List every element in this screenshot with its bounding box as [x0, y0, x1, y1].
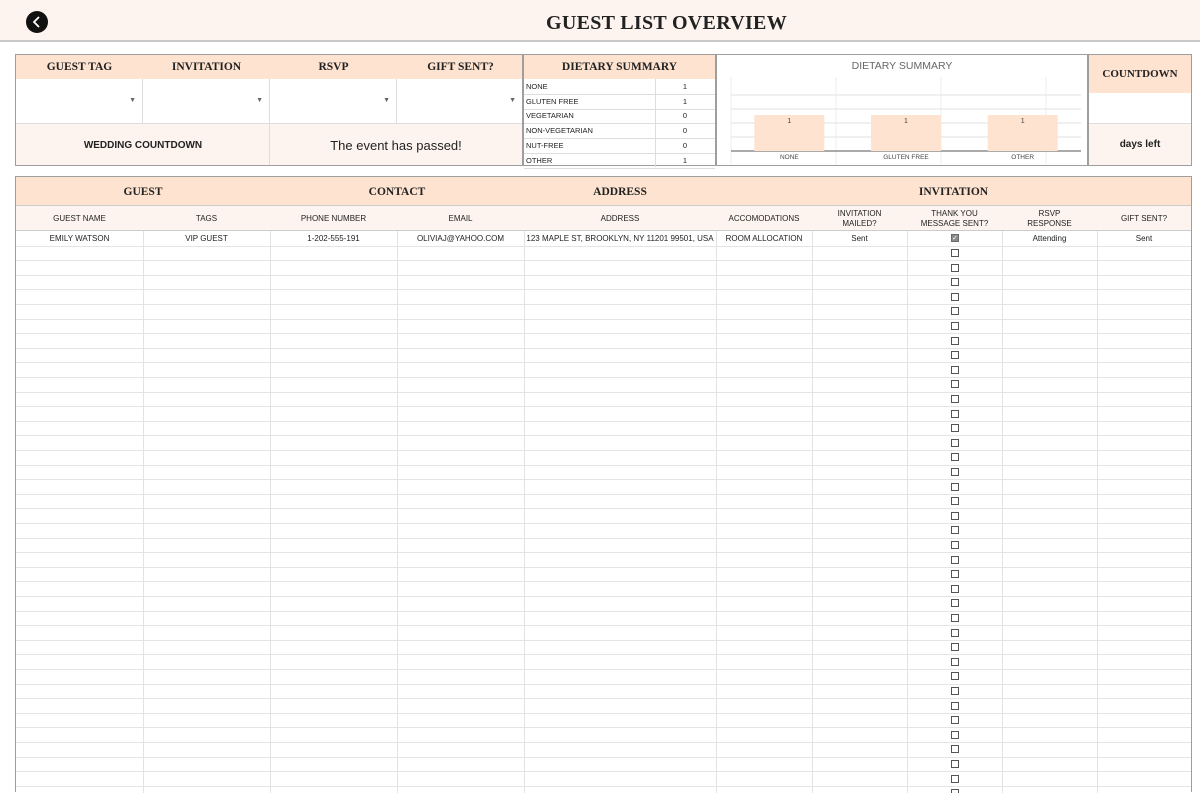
chart-tick-label: OTHER — [1011, 154, 1035, 161]
thank-you-checkbox[interactable] — [951, 556, 959, 564]
row-gridline — [16, 260, 1191, 261]
col-thank-you-line2: MESSAGE SENT? — [920, 218, 989, 228]
col-thank-you — [907, 206, 1002, 231]
cell-address[interactable]: 123 MAPLE ST, BROOKLYN, NY 11201 99501, USA — [526, 233, 714, 243]
column-gridline — [1002, 231, 1003, 793]
dietary-chart-panel — [716, 54, 1088, 166]
wedding-countdown-cell — [16, 123, 270, 165]
thank-you-checkbox[interactable] — [951, 293, 959, 301]
row-gridline — [16, 333, 1191, 334]
row-gridline — [16, 757, 1191, 758]
chevron-down-icon: ▼ — [129, 97, 136, 104]
row-gridline — [16, 421, 1191, 422]
row-gridline — [16, 392, 1191, 393]
thank-you-checkbox[interactable] — [951, 643, 959, 651]
row-gridline — [16, 377, 1191, 378]
row-gridline — [16, 494, 1191, 495]
section-address: ADDRESS — [593, 185, 647, 198]
thank-you-checkbox[interactable] — [951, 380, 959, 388]
section-invitation: INVITATION — [918, 185, 989, 198]
thank-you-checkbox[interactable] — [951, 745, 959, 753]
row-gridline — [16, 567, 1191, 568]
dietary-row — [524, 94, 715, 110]
thank-you-checkbox[interactable] — [951, 439, 959, 447]
thank-you-checkbox[interactable] — [951, 483, 959, 491]
column-gridline — [716, 231, 717, 793]
col-accommodations: ACCOMODATIONS — [728, 214, 800, 223]
thank-you-checkbox[interactable] — [951, 789, 959, 793]
row-gridline — [16, 625, 1191, 626]
column-gridline — [397, 231, 398, 793]
row-gridline — [16, 523, 1191, 524]
cell-accommodations[interactable]: ROOM ALLOCATION — [725, 233, 803, 243]
thank-you-checkbox[interactable] — [951, 307, 959, 315]
column-gridline — [270, 231, 271, 793]
dietary-row-label: GLUTEN FREE — [526, 96, 579, 106]
row-gridline — [16, 611, 1191, 612]
thank-you-checkbox[interactable] — [951, 249, 959, 257]
row-gridline — [16, 289, 1191, 290]
filter-gift-sent-label: GIFT SENT? — [427, 61, 494, 73]
dietary-row-value: 1 — [682, 81, 688, 91]
thank-you-checkbox[interactable] — [951, 570, 959, 578]
row-gridline — [16, 552, 1191, 553]
row-gridline — [16, 596, 1191, 597]
col-email: EMAIL — [448, 214, 473, 223]
thank-you-checkbox[interactable] — [951, 322, 959, 330]
days-left-label: days left — [1089, 123, 1191, 165]
thank-you-checkbox[interactable] — [951, 599, 959, 607]
thank-you-checkbox[interactable] — [951, 716, 959, 724]
row-gridline — [16, 640, 1191, 641]
thank-you-checkbox[interactable] — [951, 629, 959, 637]
dietary-rows — [524, 79, 715, 167]
countdown-title: COUNTDOWN — [1089, 55, 1191, 93]
row-gridline — [16, 348, 1191, 349]
cell-tags[interactable]: VIP GUEST — [185, 233, 228, 243]
event-status-cell — [270, 123, 522, 165]
row-gridline — [16, 406, 1191, 407]
thank-you-checkbox[interactable] — [951, 760, 959, 768]
thank-you-checkbox[interactable] — [951, 512, 959, 520]
row-gridline — [16, 581, 1191, 582]
col-address: ADDRESS — [600, 214, 640, 223]
chart-tick-label: NONE — [779, 154, 799, 161]
thank-you-checkbox[interactable] — [951, 351, 959, 359]
thank-you-checkbox[interactable] — [951, 702, 959, 710]
col-phone: PHONE NUMBER — [300, 214, 367, 223]
row-gridline — [16, 465, 1191, 466]
dietary-row-value: 1 — [682, 155, 688, 165]
chart-tick-label: GLUTEN FREE — [883, 154, 929, 161]
rsvp-dropdown[interactable] — [270, 79, 397, 123]
dietary-row-label: NON-VEGETARIAN — [526, 126, 593, 136]
dietary-row — [524, 123, 715, 139]
gift-sent-dropdown[interactable] — [397, 79, 522, 123]
dietary-row-label: VEGETARIAN — [526, 111, 574, 121]
thank-you-checkbox[interactable] — [951, 541, 959, 549]
chart-data-label: 1 — [787, 118, 792, 125]
dietary-column-divider — [655, 79, 656, 167]
thank-you-checkbox[interactable] — [951, 424, 959, 432]
thank-you-checkbox[interactable] — [951, 687, 959, 695]
section-guest: GUEST — [123, 185, 163, 198]
row-gridline — [16, 246, 1191, 247]
wedding-countdown-label: WEDDING COUNTDOWN — [83, 139, 203, 151]
event-status-message: The event has passed! — [330, 137, 462, 153]
thank-you-checkbox[interactable] — [951, 395, 959, 403]
cell-guest-name[interactable]: EMILY WATSON — [49, 233, 110, 243]
thank-you-checkbox[interactable] — [951, 775, 959, 783]
row-gridline — [16, 508, 1191, 509]
thank-you-checkbox[interactable] — [951, 366, 959, 374]
row-gridline — [16, 713, 1191, 714]
row-gridline — [16, 771, 1191, 772]
thank-you-checkbox[interactable] — [951, 264, 959, 272]
row-gridline — [16, 435, 1191, 436]
col-invitation-mailed-line2: MAILED? — [842, 218, 877, 228]
filter-rsvp-label: RSVP — [318, 61, 349, 73]
row-gridline — [16, 538, 1191, 539]
thank-you-checkbox[interactable] — [951, 585, 959, 593]
thank-you-checkbox[interactable] — [951, 410, 959, 418]
dietary-row — [524, 79, 715, 95]
column-gridline — [907, 231, 908, 793]
col-invitation-mailed-line1: INVITATION — [837, 208, 882, 218]
cell-rsvp[interactable]: Attending — [1032, 233, 1067, 243]
dietary-row-value: 1 — [682, 96, 688, 106]
thank-you-checkbox[interactable] — [951, 234, 959, 242]
col-rsvp-line1: RSVP — [1038, 208, 1061, 218]
thank-you-checkbox[interactable] — [951, 526, 959, 534]
chart-title: DIETARY SUMMARY — [851, 60, 953, 72]
guest-tag-dropdown[interactable] — [16, 79, 143, 123]
row-gridline — [16, 669, 1191, 670]
row-gridline — [16, 786, 1191, 787]
dietary-row — [524, 109, 715, 125]
filter-invitation-label: INVITATION — [171, 61, 242, 73]
col-thank-you-line1: THANK YOU — [931, 208, 978, 218]
row-gridline — [16, 727, 1191, 728]
thank-you-checkbox[interactable] — [951, 731, 959, 739]
thank-you-checkbox[interactable] — [951, 614, 959, 622]
thank-you-checkbox[interactable] — [951, 278, 959, 286]
row-gridline — [16, 742, 1191, 743]
column-gridline — [143, 231, 144, 793]
row-gridline — [16, 304, 1191, 305]
dietary-row-value: 0 — [682, 111, 688, 121]
filter-guest-tag-label: GUEST TAG — [46, 61, 113, 73]
row-gridline — [16, 654, 1191, 655]
countdown-panel — [1088, 54, 1192, 166]
cell-email[interactable]: OLIVIAJ@YAHOO.COM — [416, 233, 505, 243]
dietary-summary-title: DIETARY SUMMARY — [524, 55, 715, 79]
row-gridline — [16, 479, 1191, 480]
chart-data-label: 1 — [1020, 118, 1025, 125]
col-guest-name: GUEST NAME — [53, 214, 106, 223]
guest-table — [15, 176, 1192, 792]
dietary-summary-table — [523, 54, 716, 166]
page-title: GUEST LIST OVERVIEW — [545, 12, 787, 34]
column-gridline — [812, 231, 813, 793]
chevron-down-icon: ▼ — [383, 97, 390, 104]
invitation-dropdown[interactable] — [143, 79, 270, 123]
row-gridline — [16, 362, 1191, 363]
col-invitation-mailed — [812, 206, 907, 231]
cell-gift-sent[interactable]: Sent — [1135, 233, 1153, 243]
dietary-row-label: OTHER — [526, 155, 553, 165]
column-gridline — [524, 231, 525, 793]
col-rsvp-line2: RESPONSE — [1027, 218, 1072, 228]
cell-invitation-mailed[interactable]: Sent — [851, 233, 868, 243]
chevron-down-icon: ▼ — [256, 97, 263, 104]
chevron-down-icon: ▼ — [509, 97, 516, 104]
dietary-row — [524, 153, 715, 169]
row-gridline — [16, 698, 1191, 699]
column-gridline — [1097, 231, 1098, 793]
col-tags: TAGS — [195, 214, 218, 223]
thank-you-checkbox[interactable] — [951, 497, 959, 505]
chart-data-label: 1 — [904, 118, 908, 125]
thank-you-checkbox[interactable] — [951, 672, 959, 680]
cell-phone[interactable]: 1-202-555-191 — [307, 233, 360, 243]
dietary-row-value: 0 — [682, 126, 688, 136]
row-gridline — [16, 319, 1191, 320]
dietary-row — [524, 138, 715, 154]
table-row[interactable] — [16, 231, 1191, 246]
col-gift-sent: GIFT SENT? — [1120, 214, 1168, 223]
row-gridline — [16, 275, 1191, 276]
row-gridline — [16, 684, 1191, 685]
thank-you-checkbox[interactable] — [951, 337, 959, 345]
table-body — [16, 231, 1191, 793]
row-gridline — [16, 450, 1191, 451]
col-rsvp-response — [1002, 206, 1097, 231]
dietary-row-label: NUT-FREE — [526, 141, 564, 151]
thank-you-checkbox[interactable] — [951, 468, 959, 476]
filter-panel — [15, 54, 523, 166]
thank-you-checkbox[interactable] — [951, 658, 959, 666]
section-contact: CONTACT — [368, 185, 426, 198]
thank-you-checkbox[interactable] — [951, 453, 959, 461]
dietary-chart — [717, 55, 1087, 165]
dietary-row-label: NONE — [526, 81, 548, 91]
dietary-row-value: 0 — [682, 141, 688, 151]
